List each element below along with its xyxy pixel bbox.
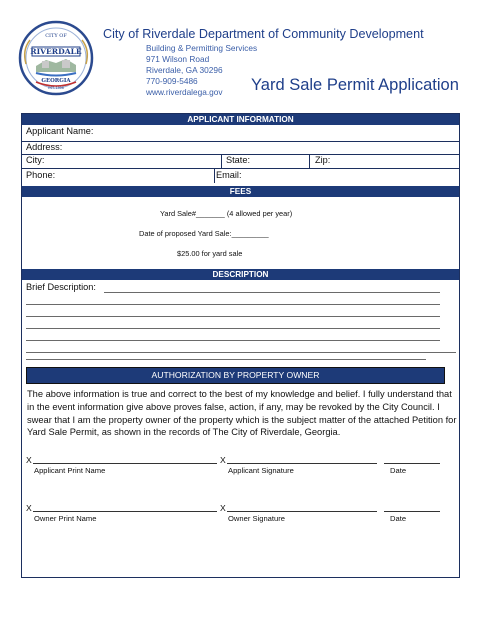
divider [309, 154, 310, 168]
description-line[interactable] [26, 304, 440, 305]
owner-date-label: Date [390, 514, 407, 523]
phone-label: Phone: [26, 170, 56, 180]
applicant-signature-x-mark: X [220, 455, 226, 465]
owner-signature-label: Owner Signature [228, 514, 285, 523]
permit-form [21, 113, 460, 578]
state-label: State: [226, 155, 251, 165]
description-line[interactable] [104, 292, 440, 293]
website-link[interactable]: www.riverdalega.gov [146, 87, 223, 97]
owner-print-name-line[interactable] [33, 511, 217, 512]
owner-date-line[interactable] [384, 511, 440, 512]
address-line-1: Building & Permitting Services [146, 43, 258, 53]
divider [22, 141, 459, 142]
fee-amount: $25.00 for yard sale [177, 249, 243, 258]
description-line[interactable] [26, 340, 440, 341]
applicant-print-x-mark: X [26, 455, 32, 465]
applicant-date-line[interactable] [384, 463, 440, 464]
description-line[interactable] [26, 328, 440, 329]
description-line[interactable] [26, 352, 456, 353]
applicant-print-name-line[interactable] [33, 463, 217, 464]
fees-section-header: FEES [22, 186, 459, 197]
brief-description-label: Brief Description: [26, 282, 96, 292]
divider [214, 168, 215, 183]
description-line[interactable] [26, 359, 426, 360]
zip-label: Zip: [315, 155, 331, 165]
applicant-print-name-label: Applicant Print Name [34, 466, 106, 475]
owner-print-x-mark: X [26, 503, 32, 513]
email-label: Email: [216, 170, 242, 180]
applicant-date-label: Date [390, 466, 407, 475]
address-line-3: Riverdale, GA 30296 [146, 65, 223, 75]
authorization-section-header: AUTHORIZATION BY PROPERTY OWNER [26, 367, 445, 384]
yard-sale-number-field[interactable]: Yard Sale#_______ (4 allowed per year) [160, 209, 293, 218]
seal-est-text: EST. 1908 [48, 86, 64, 90]
owner-signature-x-mark: X [220, 503, 226, 513]
address-line-2: 971 Wilson Road [146, 54, 210, 64]
applicant-signature-line[interactable] [227, 463, 377, 464]
divider [22, 168, 459, 169]
description-section-header: DESCRIPTION [22, 269, 459, 280]
department-name: City of Riverdale Department of Community Development [103, 27, 424, 41]
applicant-name-label: Applicant Name: [26, 126, 94, 136]
owner-signature-line[interactable] [227, 511, 377, 512]
phone-number: 770-909-5486 [146, 76, 198, 86]
proposed-date-field[interactable]: Date of proposed Yard Sale:_________ [139, 229, 269, 238]
owner-print-name-label: Owner Print Name [34, 514, 97, 523]
city-label: City: [26, 155, 45, 165]
address-label: Address: [26, 142, 63, 152]
applicant-signature-label: Applicant Signature [228, 466, 294, 475]
city-seal-logo [18, 20, 94, 96]
applicant-section-header: APPLICANT INFORMATION [22, 114, 459, 125]
form-title: Yard Sale Permit Application [251, 76, 459, 94]
authorization-statement: The above information is true and correct to the best of my knowledge and belief. I fully understand that in the event information give above proves false, action, if any, may be revoked by the City Council. I swear that I am the property owner of the property which is the subject matter of the attached Petition for Yard Sale Permit, as shown in the records of The City of Riverdale, Georgia. [27, 389, 457, 438]
description-line[interactable] [26, 316, 440, 317]
seal-top-text: CITY OF [45, 33, 67, 39]
seal-city-name: RIVERDALE [30, 47, 82, 56]
seal-state-text: GEORGIA [41, 78, 71, 84]
divider [221, 154, 222, 168]
